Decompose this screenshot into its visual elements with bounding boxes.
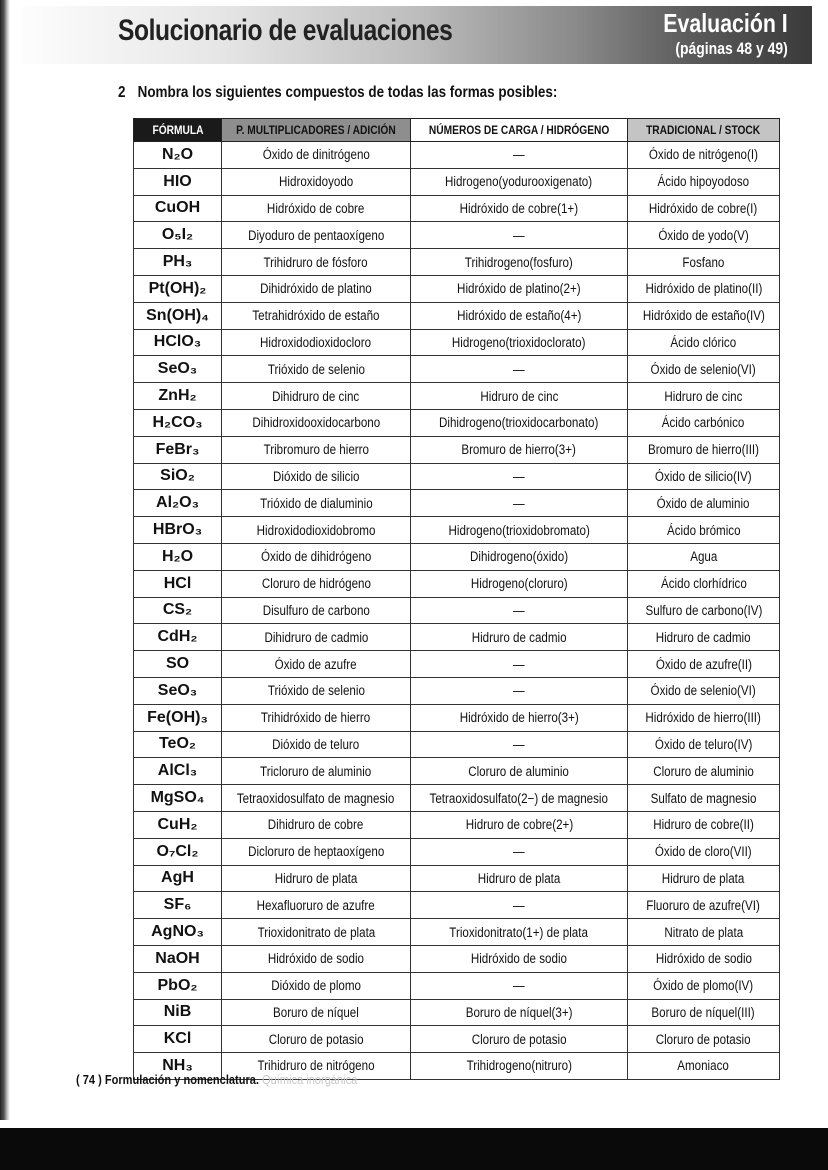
- cell-multiplicadores: Dihidroxidooxidocarbono: [222, 409, 411, 436]
- cell-formula: CdH₂: [134, 624, 222, 651]
- cell-formula: Pt(OH)₂: [134, 275, 222, 302]
- cell-multiplicadores: Tribromuro de hierro: [222, 436, 411, 463]
- table-row: [134, 624, 780, 651]
- table-row: [134, 865, 780, 892]
- cell-formula: H₂O: [134, 543, 222, 570]
- cell-numeros-carga: —: [411, 222, 628, 249]
- cell-tradicional: Hidruro de cinc: [628, 383, 780, 410]
- cell-numeros-carga: Trihidrogeno(nitruro): [411, 1053, 628, 1080]
- cell-numeros-carga: Hidruro de cinc: [411, 383, 628, 410]
- cell-numeros-carga: Hidróxido de estaño(4+): [411, 302, 628, 329]
- cell-formula: Fe(OH)₃: [134, 704, 222, 731]
- cell-tradicional: Ácido hipoyodoso: [628, 168, 780, 195]
- table-row: [134, 168, 780, 195]
- cell-formula: SeO₃: [134, 677, 222, 704]
- cell-multiplicadores: Óxido de dihidrógeno: [222, 543, 411, 570]
- cell-multiplicadores: Tetrahidróxido de estaño: [222, 302, 411, 329]
- cell-tradicional: Hidróxido de platino(II): [628, 275, 780, 302]
- cell-tradicional: Fluoruro de azufre(VI): [628, 892, 780, 919]
- cell-tradicional: Boruro de níquel(III): [628, 999, 780, 1026]
- cell-multiplicadores: Hidruro de plata: [222, 865, 411, 892]
- cell-tradicional: Hidróxido de cobre(I): [628, 195, 780, 222]
- cell-formula: AlCl₃: [134, 758, 222, 785]
- table-row: [134, 383, 780, 410]
- cell-numeros-carga: Hidrogeno(yodurooxigenato): [411, 168, 628, 195]
- cell-multiplicadores: Dihidróxido de platino: [222, 275, 411, 302]
- cell-formula: CS₂: [134, 597, 222, 624]
- cell-tradicional: Ácido carbónico: [628, 409, 780, 436]
- cell-multiplicadores: Trihidruro de fósforo: [222, 249, 411, 276]
- table-row: [134, 758, 780, 785]
- question-number: 2: [118, 84, 126, 101]
- cell-formula: O₅I₂: [134, 222, 222, 249]
- cell-tradicional: Bromuro de hierro(III): [628, 436, 780, 463]
- cell-numeros-carga: Trioxidonitrato(1+) de plata: [411, 919, 628, 946]
- cell-formula: O₇Cl₂: [134, 838, 222, 865]
- table-row: [134, 490, 780, 517]
- cell-formula: CuH₂: [134, 811, 222, 838]
- cell-formula: HClO₃: [134, 329, 222, 356]
- cell-formula: SF₆: [134, 892, 222, 919]
- cell-multiplicadores: Hexafluoruro de azufre: [222, 892, 411, 919]
- cell-tradicional: Óxido de silicio(IV): [628, 463, 780, 490]
- table-row: [134, 651, 780, 678]
- cell-tradicional: Óxido de azufre(II): [628, 651, 780, 678]
- table-row: [134, 409, 780, 436]
- cell-numeros-carga: Hidrogeno(trioxidoclorato): [411, 329, 628, 356]
- cell-tradicional: Óxido de aluminio: [628, 490, 780, 517]
- table-row: [134, 838, 780, 865]
- cell-numeros-carga: Hidróxido de cobre(1+): [411, 195, 628, 222]
- cell-tradicional: Hidróxido de hierro(III): [628, 704, 780, 731]
- cell-tradicional: Sulfuro de carbono(IV): [628, 597, 780, 624]
- cell-numeros-carga: Dihidrogeno(óxido): [411, 543, 628, 570]
- cell-tradicional: Ácido brómico: [628, 517, 780, 544]
- cell-numeros-carga: Tetraoxidosulfato(2−) de magnesio: [411, 785, 628, 812]
- cell-tradicional: Nitrato de plata: [628, 919, 780, 946]
- cell-multiplicadores: Hidróxido de sodio: [222, 945, 411, 972]
- cell-formula: PH₃: [134, 249, 222, 276]
- table-row: [134, 142, 780, 169]
- pages-reference: (páginas 48 y 49): [675, 39, 788, 58]
- table-row: [134, 704, 780, 731]
- table-row: [134, 543, 780, 570]
- cell-tradicional: Óxido de nitrógeno(I): [628, 142, 780, 169]
- cell-multiplicadores: Trioxidonitrato de plata: [222, 919, 411, 946]
- cell-numeros-carga: Hidruro de cobre(2+): [411, 811, 628, 838]
- cell-numeros-carga: —: [411, 597, 628, 624]
- cell-multiplicadores: Dihidruro de cobre: [222, 811, 411, 838]
- cell-tradicional: Hidruro de cobre(II): [628, 811, 780, 838]
- cell-tradicional: Hidruro de plata: [628, 865, 780, 892]
- table-row: [134, 275, 780, 302]
- cell-formula: AgH: [134, 865, 222, 892]
- table-row: [134, 945, 780, 972]
- cell-multiplicadores: Tetraoxidosulfato de magnesio: [222, 785, 411, 812]
- cell-formula: N₂O: [134, 142, 222, 169]
- table-row: [134, 302, 780, 329]
- page-number: ( 74 ): [76, 1072, 102, 1087]
- column-header-multiplicadores: P. MULTIPLICADORES / ADICIÓN: [222, 119, 411, 142]
- table-row: [134, 195, 780, 222]
- cell-numeros-carga: —: [411, 838, 628, 865]
- table-row: [134, 811, 780, 838]
- cell-tradicional: Óxido de selenio(VI): [628, 356, 780, 383]
- table-row: [134, 919, 780, 946]
- cell-multiplicadores: Dióxido de teluro: [222, 731, 411, 758]
- table-row: [134, 785, 780, 812]
- cell-formula: MgSO₄: [134, 785, 222, 812]
- cell-numeros-carga: —: [411, 892, 628, 919]
- table-row: [134, 972, 780, 999]
- cell-multiplicadores: Disulfuro de carbono: [222, 597, 411, 624]
- column-header-tradicional: TRADICIONAL / STOCK: [628, 119, 780, 142]
- evaluation-label: Evaluación I: [663, 8, 788, 38]
- compounds-table: [133, 118, 780, 1080]
- cell-formula: SO: [134, 651, 222, 678]
- question-text: Nombra los siguientes compuestos de todas las formas posibles:: [137, 84, 558, 101]
- cell-tradicional: Hidruro de cadmio: [628, 624, 780, 651]
- table-row: [134, 517, 780, 544]
- cell-tradicional: Hidróxido de estaño(IV): [628, 302, 780, 329]
- cell-formula: Sn(OH)₄: [134, 302, 222, 329]
- cell-multiplicadores: Óxido de azufre: [222, 651, 411, 678]
- cell-numeros-carga: —: [411, 972, 628, 999]
- cell-numeros-carga: Dihidrogeno(trioxidocarbonato): [411, 409, 628, 436]
- cell-formula: FeBr₃: [134, 436, 222, 463]
- cell-multiplicadores: Dióxido de plomo: [222, 972, 411, 999]
- cell-multiplicadores: Trióxido de dialuminio: [222, 490, 411, 517]
- cell-formula: ZnH₂: [134, 383, 222, 410]
- table-row: [134, 731, 780, 758]
- cell-tradicional: Hidróxido de sodio: [628, 945, 780, 972]
- cell-numeros-carga: Cloruro de aluminio: [411, 758, 628, 785]
- cell-numeros-carga: —: [411, 356, 628, 383]
- table-row: [134, 356, 780, 383]
- table-row: [134, 597, 780, 624]
- column-header-numeros-carga: NÚMEROS DE CARGA / HIDRÓGENO: [411, 119, 628, 142]
- cell-formula: NH₃: [134, 1053, 222, 1080]
- cell-multiplicadores: Hidróxido de cobre: [222, 195, 411, 222]
- cell-multiplicadores: Trióxido de selenio: [222, 677, 411, 704]
- cell-formula: SiO₂: [134, 463, 222, 490]
- cell-multiplicadores: Óxido de dinitrógeno: [222, 142, 411, 169]
- table-row: [134, 222, 780, 249]
- cell-numeros-carga: —: [411, 490, 628, 517]
- cell-numeros-carga: —: [411, 142, 628, 169]
- cell-multiplicadores: Trióxido de selenio: [222, 356, 411, 383]
- cell-formula: H₂CO₃: [134, 409, 222, 436]
- cell-formula: HIO: [134, 168, 222, 195]
- cell-formula: Al₂O₃: [134, 490, 222, 517]
- cell-numeros-carga: —: [411, 731, 628, 758]
- cell-numeros-carga: Hidróxido de hierro(3+): [411, 704, 628, 731]
- cell-tradicional: Óxido de plomo(IV): [628, 972, 780, 999]
- cell-multiplicadores: Dihidruro de cadmio: [222, 624, 411, 651]
- column-header-formula: FÓRMULA: [134, 119, 222, 142]
- cell-multiplicadores: Hidroxidodioxidocloro: [222, 329, 411, 356]
- table-row: [134, 1026, 780, 1053]
- table-row: [134, 999, 780, 1026]
- cell-numeros-carga: Boruro de níquel(3+): [411, 999, 628, 1026]
- cell-formula: NiB: [134, 999, 222, 1026]
- cell-tradicional: Óxido de yodo(V): [628, 222, 780, 249]
- cell-formula: TeO₂: [134, 731, 222, 758]
- table-row: [134, 463, 780, 490]
- cell-tradicional: Cloruro de aluminio: [628, 758, 780, 785]
- question-heading: [118, 84, 557, 102]
- cell-multiplicadores: Diyoduro de pentaoxígeno: [222, 222, 411, 249]
- cell-tradicional: Amoniaco: [628, 1053, 780, 1080]
- cell-tradicional: Ácido clórico: [628, 329, 780, 356]
- cell-numeros-carga: Trihidrogeno(fosfuro): [411, 249, 628, 276]
- cell-multiplicadores: Trihidruro de nitrógeno: [222, 1053, 411, 1080]
- cell-multiplicadores: Boruro de níquel: [222, 999, 411, 1026]
- footer-title: Formulación y nomenclatura.: [104, 1072, 260, 1087]
- cell-multiplicadores: Hidroxidoyodo: [222, 168, 411, 195]
- cell-multiplicadores: Cloruro de potasio: [222, 1026, 411, 1053]
- table-row: [134, 329, 780, 356]
- page-title: Solucionario de evaluaciones: [118, 14, 453, 47]
- table-row: [134, 892, 780, 919]
- table-row: [134, 249, 780, 276]
- page-binding-edge: [0, 0, 10, 1120]
- cell-numeros-carga: Hidrogeno(trioxidobromato): [411, 517, 628, 544]
- cell-tradicional: Agua: [628, 543, 780, 570]
- table-row: [134, 436, 780, 463]
- cell-tradicional: Ácido clorhídrico: [628, 570, 780, 597]
- cell-multiplicadores: Dióxido de silicio: [222, 463, 411, 490]
- cell-multiplicadores: Dicloruro de heptaoxígeno: [222, 838, 411, 865]
- cell-numeros-carga: Hidruro de plata: [411, 865, 628, 892]
- cell-numeros-carga: Hidruro de cadmio: [411, 624, 628, 651]
- cell-numeros-carga: Hidrogeno(cloruro): [411, 570, 628, 597]
- cell-multiplicadores: Cloruro de hidrógeno: [222, 570, 411, 597]
- cell-multiplicadores: Hidroxidodioxidobromo: [222, 517, 411, 544]
- cell-formula: HCl: [134, 570, 222, 597]
- cell-multiplicadores: Dihidruro de cinc: [222, 383, 411, 410]
- table-row: [134, 677, 780, 704]
- cell-multiplicadores: Trihidróxido de hierro: [222, 704, 411, 731]
- cell-tradicional: Óxido de teluro(IV): [628, 731, 780, 758]
- table-header-row: [134, 119, 780, 142]
- footer-subtitle: Química inorgánica: [262, 1072, 358, 1087]
- cell-numeros-carga: Cloruro de potasio: [411, 1026, 628, 1053]
- cell-numeros-carga: —: [411, 651, 628, 678]
- cell-formula: AgNO₃: [134, 919, 222, 946]
- cell-formula: KCl: [134, 1026, 222, 1053]
- scan-bottom-band: [0, 1128, 828, 1170]
- table-row: [134, 570, 780, 597]
- cell-formula: HBrO₃: [134, 517, 222, 544]
- cell-numeros-carga: —: [411, 463, 628, 490]
- cell-multiplicadores: Tricloruro de aluminio: [222, 758, 411, 785]
- evaluation-header: [664, 8, 788, 60]
- cell-tradicional: Óxido de selenio(VI): [628, 677, 780, 704]
- cell-formula: SeO₃: [134, 356, 222, 383]
- cell-tradicional: Fosfano: [628, 249, 780, 276]
- cell-formula: CuOH: [134, 195, 222, 222]
- cell-formula: NaOH: [134, 945, 222, 972]
- cell-numeros-carga: Hidróxido de sodio: [411, 945, 628, 972]
- cell-numeros-carga: Bromuro de hierro(3+): [411, 436, 628, 463]
- cell-tradicional: Óxido de cloro(VII): [628, 838, 780, 865]
- cell-numeros-carga: Hidróxido de platino(2+): [411, 275, 628, 302]
- page-footer: [76, 1072, 357, 1087]
- cell-numeros-carga: —: [411, 677, 628, 704]
- cell-formula: PbO₂: [134, 972, 222, 999]
- cell-tradicional: Cloruro de potasio: [628, 1026, 780, 1053]
- cell-tradicional: Sulfato de magnesio: [628, 785, 780, 812]
